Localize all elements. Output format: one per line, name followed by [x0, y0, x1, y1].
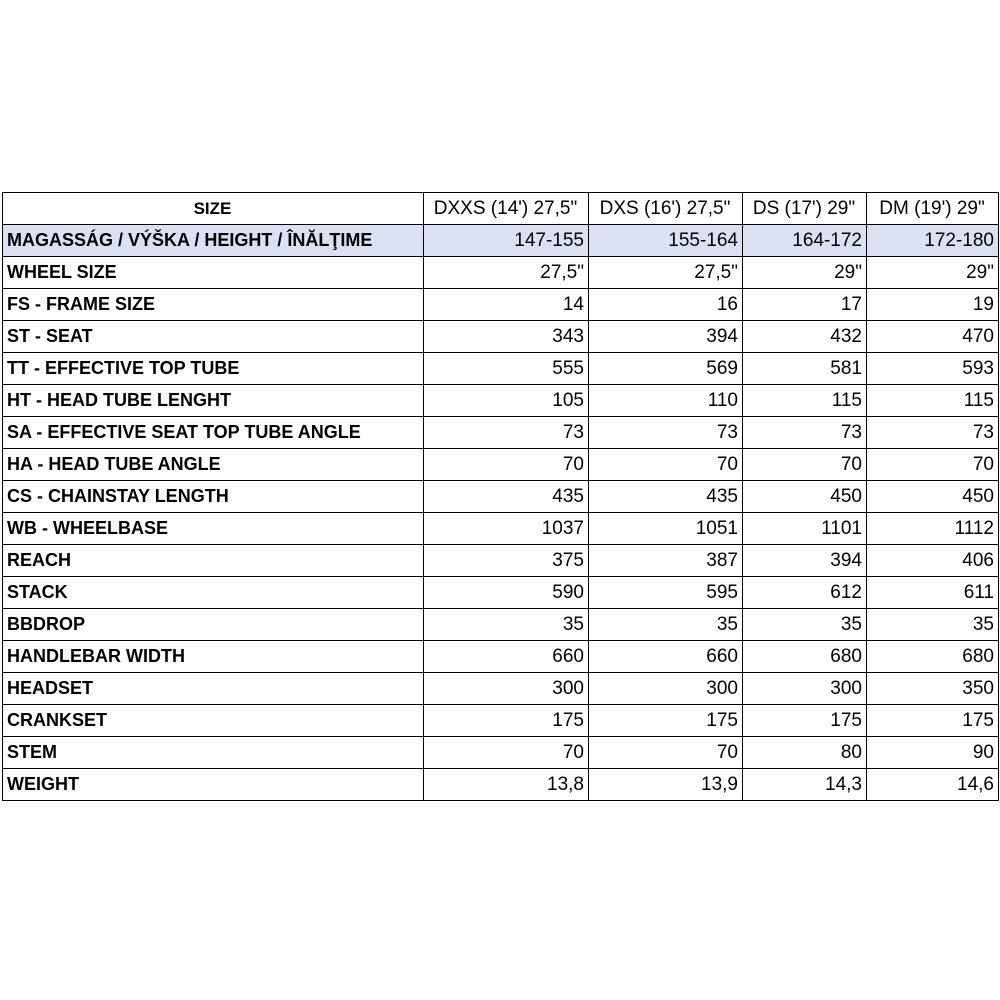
table-cell: 175: [867, 705, 999, 737]
row-label: STACK: [3, 577, 424, 609]
table-cell: 172-180: [867, 225, 999, 257]
table-cell: 175: [589, 705, 743, 737]
table-cell: 73: [424, 417, 589, 449]
table-cell: 90: [867, 737, 999, 769]
row-label: HEADSET: [3, 673, 424, 705]
table-row: [3, 769, 999, 801]
table-cell: 13,9: [589, 769, 743, 801]
table-cell: 147-155: [424, 225, 589, 257]
column-header: DS (17') 29": [743, 193, 867, 225]
table-cell: 16: [589, 289, 743, 321]
table-row: [3, 385, 999, 417]
table-cell: 387: [589, 545, 743, 577]
table-cell: 14,6: [867, 769, 999, 801]
table-cell: 35: [424, 609, 589, 641]
table-cell: 70: [743, 449, 867, 481]
table-cell: 343: [424, 321, 589, 353]
table-cell: 70: [867, 449, 999, 481]
table-body: [3, 225, 999, 801]
column-header: DXXS (14') 27,5": [424, 193, 589, 225]
table-cell: 394: [589, 321, 743, 353]
table-cell: 14: [424, 289, 589, 321]
table-row: [3, 257, 999, 289]
table-cell: 175: [743, 705, 867, 737]
row-label: TT - EFFECTIVE TOP TUBE: [3, 353, 424, 385]
table-row: [3, 545, 999, 577]
table-row: [3, 513, 999, 545]
table-cell: 70: [589, 737, 743, 769]
table-row: [3, 449, 999, 481]
row-label: CRANKSET: [3, 705, 424, 737]
table-cell: 70: [424, 449, 589, 481]
row-label: HT - HEAD TUBE LENGHT: [3, 385, 424, 417]
table-row: [3, 673, 999, 705]
table-cell: 19: [867, 289, 999, 321]
table-cell: 435: [424, 481, 589, 513]
geometry-table: [2, 192, 999, 801]
row-label: STEM: [3, 737, 424, 769]
table-cell: 569: [589, 353, 743, 385]
table-cell: 470: [867, 321, 999, 353]
table-cell: 35: [589, 609, 743, 641]
table-cell: 70: [424, 737, 589, 769]
table-row: [3, 353, 999, 385]
table-cell: 350: [867, 673, 999, 705]
table-cell: 35: [867, 609, 999, 641]
row-label: MAGASSÁG / VÝŠKA / HEIGHT / ÎNĂLŢIME: [3, 225, 424, 257]
table-cell: 593: [867, 353, 999, 385]
column-header: DM (19') 29": [867, 193, 999, 225]
table-row: [3, 225, 999, 257]
table-cell: 680: [867, 641, 999, 673]
table-cell: 406: [867, 545, 999, 577]
table-cell: 73: [867, 417, 999, 449]
table-cell: 73: [743, 417, 867, 449]
table-cell: 595: [589, 577, 743, 609]
table-cell: 27,5": [424, 257, 589, 289]
table-cell: 35: [743, 609, 867, 641]
table-cell: 175: [424, 705, 589, 737]
table-cell: 435: [589, 481, 743, 513]
header-row: [3, 193, 999, 225]
table-cell: 155-164: [589, 225, 743, 257]
table-cell: 29": [743, 257, 867, 289]
table-cell: 590: [424, 577, 589, 609]
table-row: [3, 737, 999, 769]
table-header: [3, 193, 999, 225]
table-cell: 450: [867, 481, 999, 513]
row-label: WB - WHEELBASE: [3, 513, 424, 545]
table-cell: 14,3: [743, 769, 867, 801]
table-cell: 394: [743, 545, 867, 577]
table-cell: 1051: [589, 513, 743, 545]
table-row: [3, 481, 999, 513]
table-cell: 164-172: [743, 225, 867, 257]
table-cell: 1112: [867, 513, 999, 545]
row-label: REACH: [3, 545, 424, 577]
table-cell: 29": [867, 257, 999, 289]
table-cell: 300: [424, 673, 589, 705]
table-cell: 660: [589, 641, 743, 673]
table-cell: 105: [424, 385, 589, 417]
row-label: HA - HEAD TUBE ANGLE: [3, 449, 424, 481]
table-cell: 432: [743, 321, 867, 353]
table-cell: 73: [589, 417, 743, 449]
table-cell: 680: [743, 641, 867, 673]
row-label: SA - EFFECTIVE SEAT TOP TUBE ANGLE: [3, 417, 424, 449]
table-cell: 300: [743, 673, 867, 705]
table-cell: 27,5": [589, 257, 743, 289]
table-cell: 13,8: [424, 769, 589, 801]
table-row: [3, 609, 999, 641]
row-label: HANDLEBAR WIDTH: [3, 641, 424, 673]
column-header: DXS (16') 27,5": [589, 193, 743, 225]
row-label: WHEEL SIZE: [3, 257, 424, 289]
table-cell: 110: [589, 385, 743, 417]
table-cell: 611: [867, 577, 999, 609]
table-cell: 115: [867, 385, 999, 417]
table-row: [3, 641, 999, 673]
table-cell: 17: [743, 289, 867, 321]
row-label: WEIGHT: [3, 769, 424, 801]
table-row: [3, 321, 999, 353]
size-header: SIZE: [3, 193, 424, 225]
table-row: [3, 577, 999, 609]
row-label: BBDROP: [3, 609, 424, 641]
table-cell: 70: [589, 449, 743, 481]
row-label: ST - SEAT: [3, 321, 424, 353]
table-cell: 115: [743, 385, 867, 417]
table-cell: 612: [743, 577, 867, 609]
table-cell: 80: [743, 737, 867, 769]
table-row: [3, 417, 999, 449]
table-cell: 581: [743, 353, 867, 385]
table-row: [3, 705, 999, 737]
table-row: [3, 289, 999, 321]
table-cell: 1101: [743, 513, 867, 545]
table-cell: 375: [424, 545, 589, 577]
row-label: FS - FRAME SIZE: [3, 289, 424, 321]
table-cell: 1037: [424, 513, 589, 545]
table-cell: 450: [743, 481, 867, 513]
table-cell: 555: [424, 353, 589, 385]
table-cell: 300: [589, 673, 743, 705]
table-cell: 660: [424, 641, 589, 673]
row-label: CS - CHAINSTAY LENGTH: [3, 481, 424, 513]
